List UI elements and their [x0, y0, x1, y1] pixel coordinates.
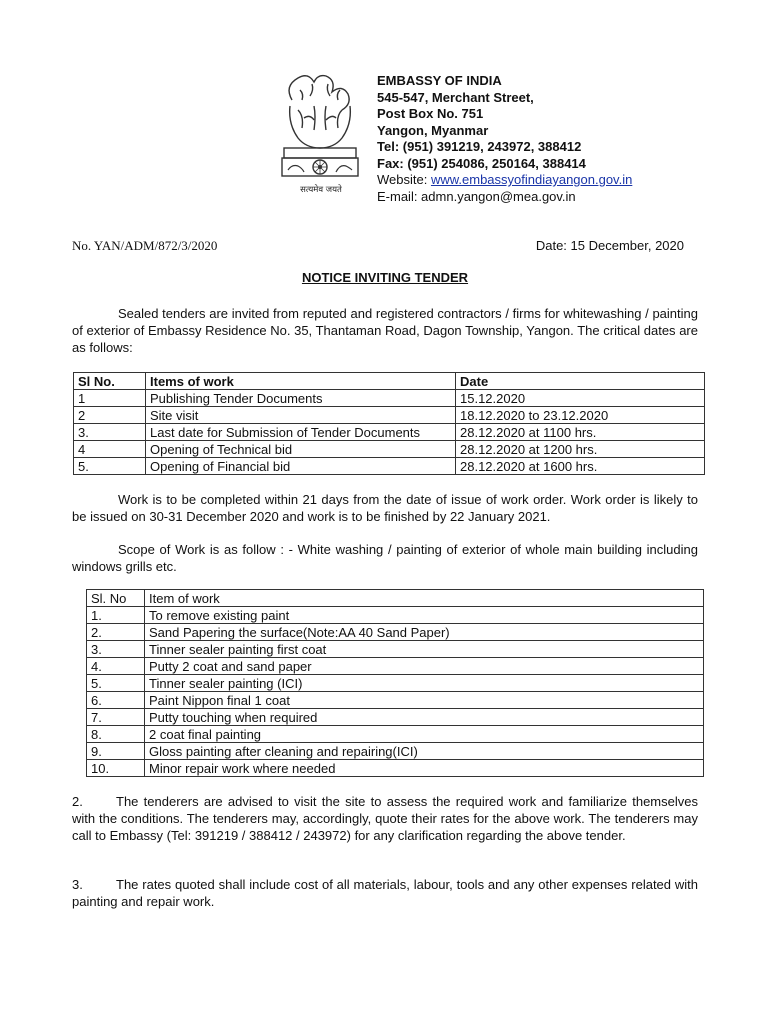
reference-line [72, 238, 684, 254]
table-cell: Tinner sealer painting (ICI) [145, 675, 704, 692]
column-header: Sl. No [87, 590, 145, 607]
telephone: Tel: (951) 391219, 243972, 388412 [377, 139, 582, 154]
paragraph-number: 3. [72, 877, 83, 892]
reference-date: Date: 15 December, 2020 [535, 238, 684, 253]
email: E-mail: admn.yangon@mea.gov.in [377, 188, 576, 204]
table-cell: Sand Papering the surface(Note:AA 40 Sand Paper) [145, 624, 704, 641]
scope-text: Scope of Work is as follow : - White washing / painting of exterior of whole main building including windows grills etc. [72, 542, 698, 574]
table-row [87, 743, 704, 760]
table-cell: 28.12.2020 at 1100 hrs. [456, 424, 705, 441]
column-header: Date [456, 373, 705, 390]
table-header-row [87, 590, 704, 607]
table-cell: 6. [87, 692, 145, 709]
table-row [87, 624, 704, 641]
table-row [87, 641, 704, 658]
column-header: Items of work [146, 373, 456, 390]
table-cell: To remove existing paint [145, 607, 704, 624]
table-row [87, 607, 704, 624]
table-cell: 9. [87, 743, 145, 760]
completion-paragraph [72, 491, 698, 525]
paragraph-2-text: The tenderers are advised to visit the site to assess the required work and familiarize themselves with the conditions. The tenderers may, accordingly, quote their rates for the above work. The tenderers may call to Embassy (Tel: 391219 / 388412 / 243972) for any clarification regarding the above tender. [72, 794, 698, 843]
table-cell: Minor repair work where needed [145, 760, 704, 777]
table-row [87, 709, 704, 726]
table-cell: 28.12.2020 at 1600 hrs. [456, 458, 705, 475]
paragraph-number: 2. [72, 794, 83, 809]
address-po-box: Post Box No. 751 [377, 106, 484, 121]
embassy-address-block [377, 73, 632, 205]
scope-paragraph [72, 541, 698, 575]
table-row [87, 692, 704, 709]
table-cell: Opening of Financial bid [146, 458, 456, 475]
table-cell: 3. [87, 641, 145, 658]
website-label: Website: [377, 172, 431, 187]
table-cell: 2. [87, 624, 145, 641]
work-items-table [86, 589, 704, 777]
table-cell: Opening of Technical bid [146, 441, 456, 458]
address-city: Yangon, Myanmar [377, 122, 489, 138]
table-cell: 15.12.2020 [456, 390, 705, 407]
table-row [74, 441, 705, 458]
intro-paragraph [72, 305, 698, 356]
website-link[interactable]: www.embassyofindiayangon.gov.in [430, 172, 633, 187]
table-cell: Site visit [146, 407, 456, 424]
page-title: NOTICE INVITING TENDER [301, 270, 469, 285]
completion-text: Work is to be completed within 21 days from the date of issue of work order. Work order is likely to be issued on 30-31 December 2020 and work is to be finished by 22 January 2021. [72, 492, 698, 524]
table-cell: 4. [87, 658, 145, 675]
table-cell: Last date for Submission of Tender Documents [146, 424, 456, 441]
table-cell: 28.12.2020 at 1200 hrs. [456, 441, 705, 458]
table-row [87, 658, 704, 675]
table-row [87, 726, 704, 743]
table-cell: 5. [87, 675, 145, 692]
table-cell: Tinner sealer painting first coat [145, 641, 704, 658]
table-row [74, 390, 705, 407]
table-row [87, 675, 704, 692]
paragraph-2 [72, 793, 698, 844]
table-row [74, 424, 705, 441]
paragraph-3-text: The rates quoted shall include cost of all materials, labour, tools and any other expenses related with painting and repair work. [72, 877, 698, 909]
embassy-name: EMBASSY OF INDIA [377, 73, 502, 88]
website-line [377, 172, 632, 189]
table-cell: 1 [74, 390, 146, 407]
table-cell: 2 coat final painting [145, 726, 704, 743]
table-cell: 4 [74, 441, 146, 458]
paragraph-3 [72, 876, 698, 910]
emblem-motto: सत्यमेव जयते [300, 185, 342, 195]
table-cell: 18.12.2020 to 23.12.2020 [456, 407, 705, 424]
table-header-row [74, 373, 705, 390]
table-row [74, 407, 705, 424]
table-row [87, 760, 704, 777]
table-cell: Publishing Tender Documents [146, 390, 456, 407]
reference-number: No. YAN/ADM/872/3/2020 [72, 238, 218, 253]
table-cell: 2 [74, 407, 146, 424]
table-cell: 5. [74, 458, 146, 475]
table-cell: Putty touching when required [145, 709, 704, 726]
address-street: 545-547, Merchant Street, [377, 89, 534, 105]
table-cell: 1. [87, 607, 145, 624]
table-cell: 10. [87, 760, 145, 777]
column-header: Item of work [145, 590, 704, 607]
column-header: Sl No. [74, 373, 146, 390]
table-cell: 7. [87, 709, 145, 726]
table-row [74, 458, 705, 475]
critical-dates-table [73, 372, 705, 475]
table-cell: Paint Nippon final 1 coat [145, 692, 704, 709]
table-cell: Putty 2 coat and sand paper [145, 658, 704, 675]
table-cell: 3. [74, 424, 146, 441]
fax: Fax: (951) 254086, 250164, 388414 [377, 155, 586, 171]
table-cell: Gloss painting after cleaning and repairing(ICI) [145, 743, 704, 760]
table-cell: 8. [87, 726, 145, 743]
intro-text: Sealed tenders are invited from reputed and registered contractors / firms for whitewashing / painting of exterior of Embassy Residence No. 35, Thantaman Road, Dagon Township, Yangon. The critical dates are as follows: [72, 306, 698, 355]
national-emblem-icon [278, 70, 362, 198]
